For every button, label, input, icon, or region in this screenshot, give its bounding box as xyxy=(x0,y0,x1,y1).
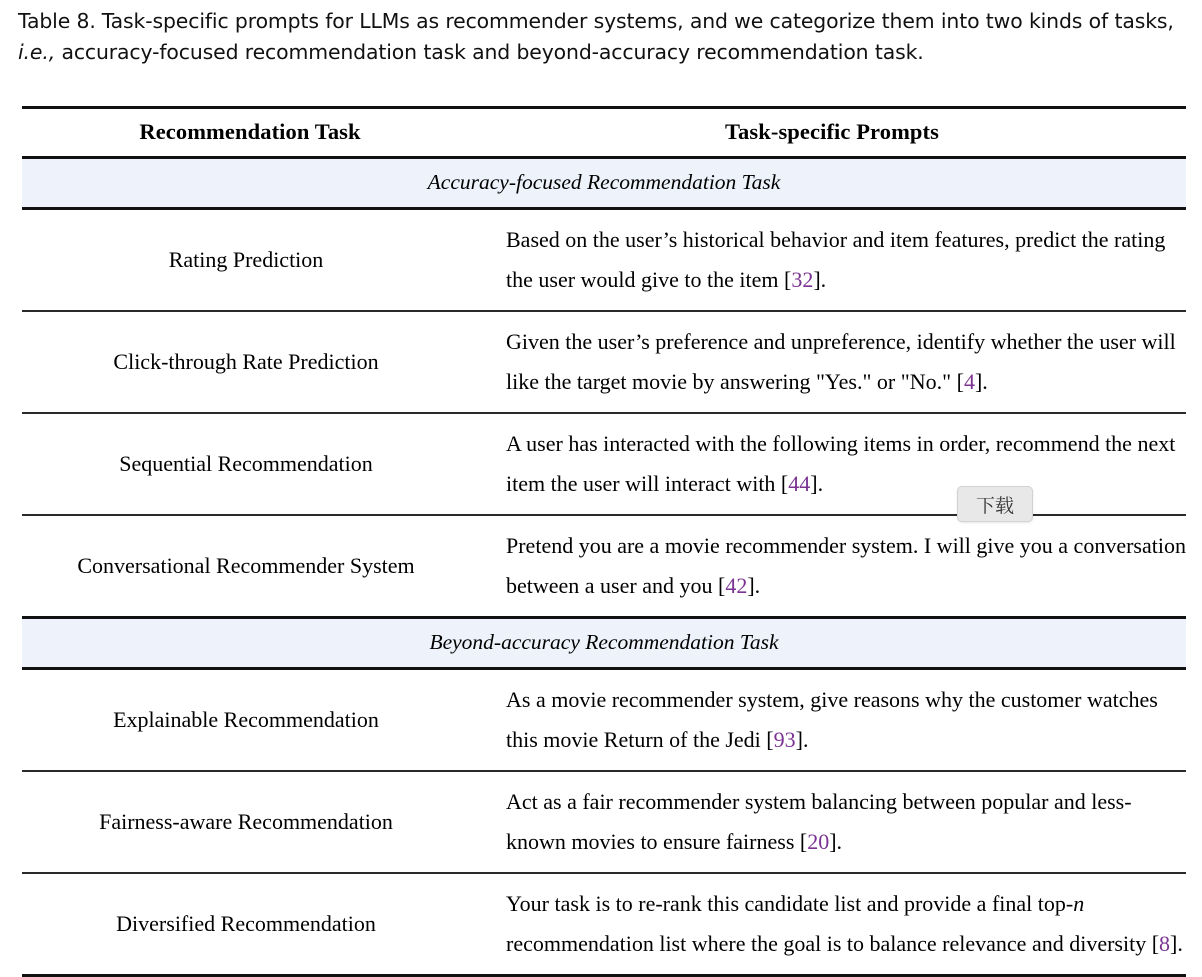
prompt-text-end: ]. xyxy=(1170,931,1183,956)
download-button-label: 下载 xyxy=(976,491,1014,518)
prompt-text-end: ]. xyxy=(796,727,809,752)
download-button[interactable] xyxy=(957,486,1033,522)
table-row xyxy=(22,209,1186,312)
task-prompt xyxy=(478,209,1186,312)
task-name: Click-through Rate Prediction xyxy=(22,311,478,413)
prompt-text-mid: recommendation list where the goal is to balance relevance and diversity [ xyxy=(506,931,1159,956)
table-row xyxy=(22,771,1186,873)
prompts-table-wrapper xyxy=(22,106,1186,977)
prompt-italic-n: n xyxy=(1073,891,1084,916)
prompt-text-end: ]. xyxy=(810,471,823,496)
task-name: Diversified Recommendation xyxy=(22,873,478,976)
column-header-prompt: Task-specific Prompts xyxy=(478,108,1186,158)
citation-ref[interactable]: 44 xyxy=(788,471,810,496)
section-header-accuracy xyxy=(22,158,1186,209)
task-prompt xyxy=(478,515,1186,618)
caption-label: Table 8. xyxy=(18,9,96,33)
task-name: Sequential Recommendation xyxy=(22,413,478,515)
caption-italic-ie: i.e., xyxy=(18,40,55,64)
prompt-text-end: ]. xyxy=(975,369,988,394)
prompt-text: Pretend you are a movie recommender system. I will give you a conversation between a user and you [ xyxy=(506,533,1186,598)
prompt-text-end: ]. xyxy=(813,267,826,292)
prompt-text: Given the user’s preference and unpreference, identify whether the user will like the target movie by answering "Yes." or "No." [ xyxy=(506,329,1176,394)
table-row xyxy=(22,873,1186,976)
task-name: Fairness-aware Recommendation xyxy=(22,771,478,873)
citation-ref[interactable]: 42 xyxy=(725,573,747,598)
prompt-text: A user has interacted with the following items in order, recommend the next item the user will interact with [ xyxy=(506,431,1175,496)
section-title: Accuracy-focused Recommendation Task xyxy=(22,158,1186,209)
task-prompt xyxy=(478,873,1186,976)
task-name: Conversational Recommender System xyxy=(22,515,478,618)
task-name: Explainable Recommendation xyxy=(22,669,478,772)
table-row xyxy=(22,515,1186,618)
citation-ref[interactable]: 93 xyxy=(774,727,796,752)
citation-ref[interactable]: 8 xyxy=(1159,931,1170,956)
citation-ref[interactable]: 32 xyxy=(791,267,813,292)
task-prompt xyxy=(478,771,1186,873)
prompt-text-end: ]. xyxy=(747,573,760,598)
table-header-row xyxy=(22,108,1186,158)
prompt-text-end: ]. xyxy=(829,829,842,854)
caption-text-after: accuracy-focused recommendation task and beyond-accuracy recommendation task. xyxy=(61,40,923,64)
prompt-text: Your task is to re-rank this candidate list and provide a final top- xyxy=(506,891,1073,916)
column-header-task: Recommendation Task xyxy=(22,108,478,158)
table-row xyxy=(22,669,1186,772)
prompt-text: Based on the user’s historical behavior and item features, predict the rating the user would give to the item [ xyxy=(506,227,1165,292)
task-prompt xyxy=(478,311,1186,413)
task-prompt xyxy=(478,669,1186,772)
caption-text-before: Task-specific prompts for LLMs as recommender systems, and we categorize them into two kinds of tasks, xyxy=(102,9,1174,33)
task-prompt xyxy=(478,413,1186,515)
prompt-text: Act as a fair recommender system balancing between popular and less-known movies to ensure fairness [ xyxy=(506,789,1132,854)
table-caption xyxy=(18,6,1186,68)
table-row xyxy=(22,311,1186,413)
task-name: Rating Prediction xyxy=(22,209,478,312)
citation-ref[interactable]: 4 xyxy=(964,369,975,394)
section-header-beyond-accuracy xyxy=(22,619,1186,669)
citation-ref[interactable]: 20 xyxy=(807,829,829,854)
prompts-table xyxy=(22,106,1186,977)
prompt-text: As a movie recommender system, give reasons why the customer watches this movie Return of the Jedi [ xyxy=(506,687,1158,752)
section-title: Beyond-accuracy Recommendation Task xyxy=(22,619,1186,669)
